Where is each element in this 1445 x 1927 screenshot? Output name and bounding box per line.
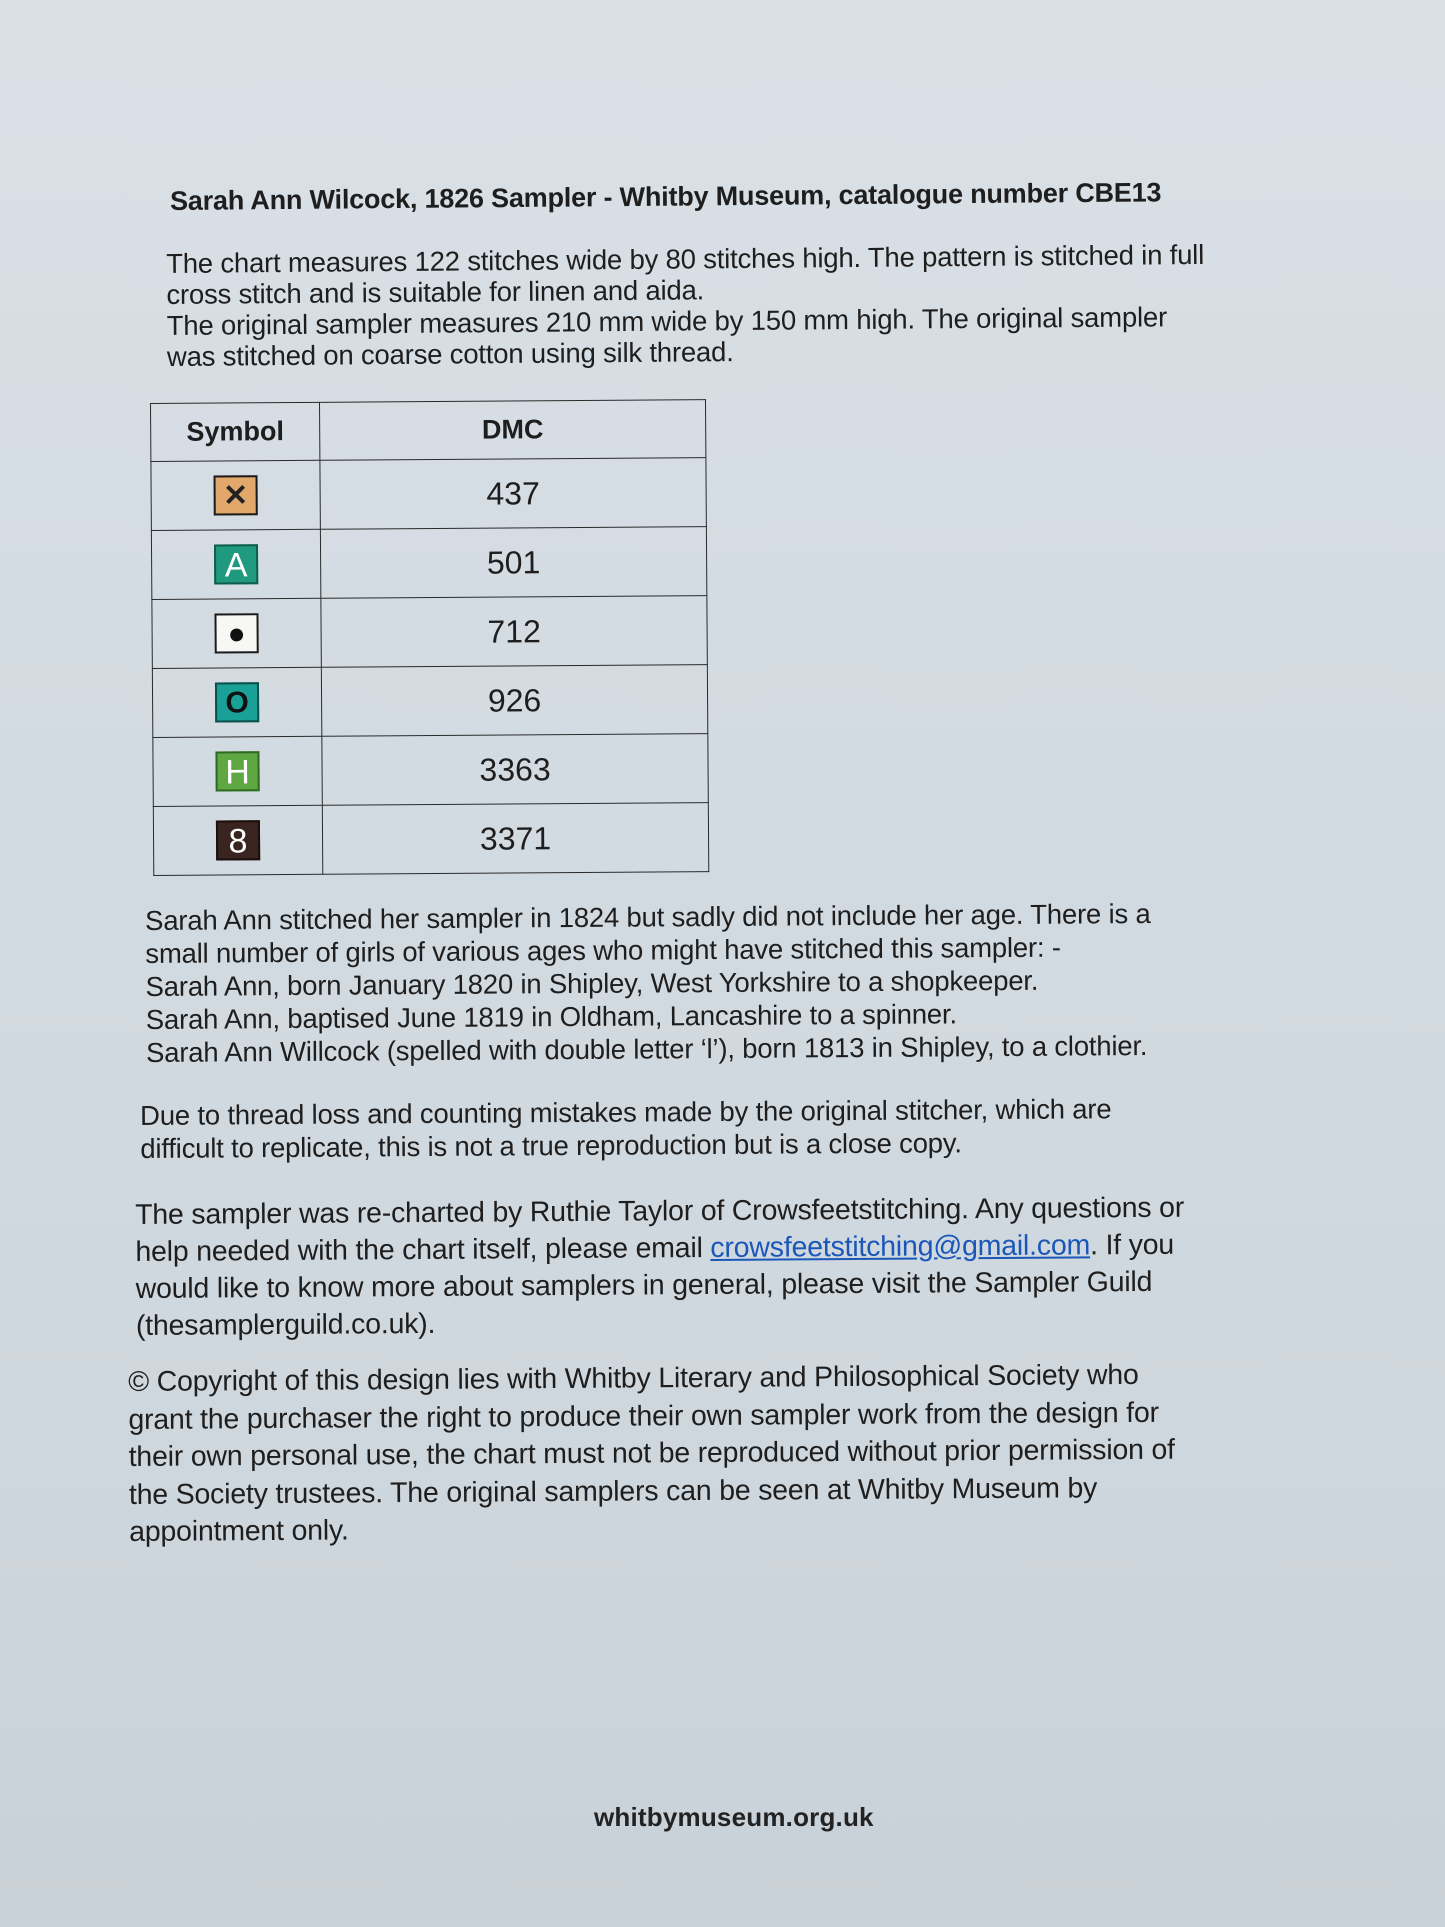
circle-symbol-icon: O: [215, 683, 259, 723]
table-row: [152, 665, 707, 738]
text-fragment: help needed with the chart itself, please email: [135, 1231, 711, 1268]
digit-8-symbol-icon: 8: [216, 821, 260, 861]
text-line: The sampler was re-charted by Ruthie Taylor of Crowsfeetstitching. Any questions or: [135, 1191, 1185, 1231]
symbol-cell: [153, 805, 322, 875]
reproduction-note: [140, 1092, 1112, 1165]
recharted-paragraph: [135, 1190, 1185, 1345]
text-line: would like to know more about samplers in general, please visit the Sampler Guild: [135, 1265, 1153, 1305]
text-line: Sarah Ann, baptised June 1819 in Oldham, Lancashire to a spinner.: [145, 998, 957, 1035]
letter-h-symbol-icon: H: [215, 752, 259, 792]
text-line: Sarah Ann, born January 1820 in Shipley, West Yorkshire to a shopkeeper.: [145, 964, 1039, 1002]
text-line: the Society trustees. The original samplers can be seen at Whitby Museum by: [128, 1471, 1098, 1511]
text-line: © Copyright of this design lies with Whitby Literary and Philosophical Society who: [128, 1358, 1139, 1398]
copyright-paragraph: [128, 1357, 1175, 1552]
text-line: grant the purchaser the right to produce their own sampler work from the design for: [128, 1396, 1159, 1436]
symbol-cell: [153, 736, 322, 806]
text-line: Due to thread loss and counting mistakes made by the original stitcher, which are: [140, 1093, 1112, 1131]
dmc-column-header: DMC: [319, 400, 705, 461]
text-line: (thesamplerguild.co.uk).: [135, 1307, 436, 1342]
text-line: Sarah Ann Willcock (spelled with double letter ‘l’), born 1813 in Shipley, to a clothier.: [145, 1030, 1148, 1068]
dot-symbol-icon: ●: [214, 614, 258, 654]
symbol-cell: [151, 529, 320, 599]
text-line: small number of girls of various ages who might have stitched this sampler: -: [145, 931, 1061, 969]
text-fragment: . If you: [1089, 1228, 1175, 1262]
dmc-cell: 3371: [322, 803, 708, 875]
text-line: appointment only.: [129, 1514, 349, 1548]
footer-website: whitbymuseum.org.uk: [594, 1802, 874, 1832]
table-row: [151, 527, 706, 600]
cross-symbol-icon: ✕: [214, 476, 258, 516]
table-row: [151, 458, 706, 531]
table-row: [153, 803, 708, 876]
symbol-column-header: Symbol: [151, 402, 320, 461]
email-link[interactable]: crowsfeetstitching@gmail.com: [710, 1229, 1091, 1264]
text-line: cross stitch and is suitable for linen and aida.: [166, 274, 705, 310]
symbol-cell: [152, 667, 321, 737]
table-row: [153, 734, 708, 807]
chart-description: [166, 239, 1205, 372]
text-line: The original sampler measures 210 mm wide by 150 mm high. The original sampler: [166, 301, 1168, 341]
table-header-row: [151, 400, 706, 462]
text-line: was stitched on coarse cotton using silk thread.: [166, 336, 734, 372]
dmc-cell: 712: [321, 596, 707, 668]
text-line: difficult to replicate, this is not a true reproduction but is a close copy.: [140, 1127, 962, 1164]
text-line: their own personal use, the chart must not be reproduced without prior permission of: [128, 1433, 1175, 1473]
text-line: Sarah Ann stitched her sampler in 1824 but sadly did not include her age. There is a: [145, 897, 1151, 936]
document-title: Sarah Ann Wilcock, 1826 Sampler - Whitby Museum, catalogue number CBE13: [169, 177, 1162, 216]
symbol-cell: [152, 598, 321, 668]
dmc-cell: 3363: [322, 734, 708, 806]
letter-a-symbol-icon: A: [214, 545, 258, 585]
thread-key-table: [150, 399, 709, 876]
dmc-cell: 926: [321, 665, 707, 737]
dmc-cell: 437: [320, 458, 706, 530]
table-row: [152, 596, 707, 669]
dmc-cell: 501: [320, 527, 706, 599]
history-paragraph: [145, 897, 1152, 1069]
symbol-cell: [151, 460, 320, 530]
text-line: The chart measures 122 stitches wide by 80 stitches high. The pattern is stitched in full: [166, 238, 1205, 279]
